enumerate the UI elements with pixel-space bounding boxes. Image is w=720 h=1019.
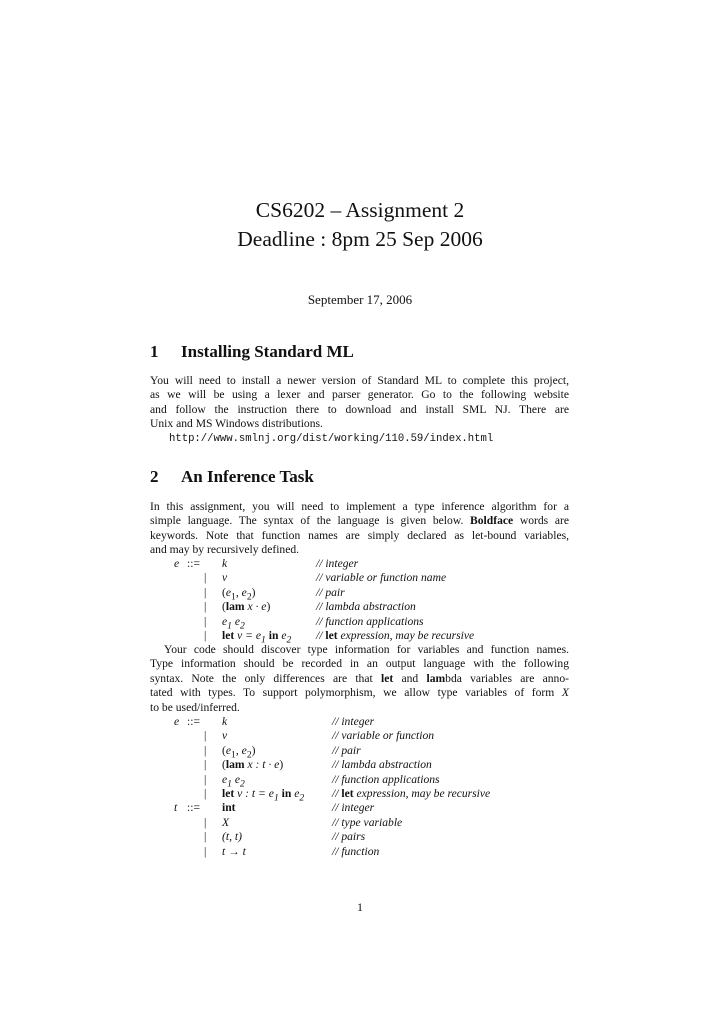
section-1-line: as we will be using a lexer and parser generator. Go to the following website xyxy=(150,388,569,402)
section-1-title: Installing Standard ML xyxy=(181,342,354,361)
document-page: CS6202 – Assignment 2 Deadline : 8pm 25 Sep 2006 September 17, 2006 1 Installing Standard ML You will need to install a newer version of Standard ML to complete this project, as we will be using a lexer and parser generator. Go to the following website and follow the instruction there to download and install SML NJ. There are Unix and MS Windows distributions. http://www.smlnj.org/dist/working/110.59/index.html 2 An Inference Task In this assignment, you will need to implement a type inference algorithm for a simple language. The syntax of the language is given below. Boldface words are keywords. Note that function names are simply declared as let-bound variables, and may by recursively defined. e ::= k // integer | v // variable or function name | ($e_1$, $e_2$) // pair | (lam x · e) // lambda abstraction | $e_1$ $e_2$ // function applications | let $v = e_1$ in $e_2$ // let expression, may be recursive Your code should discover type information for variables and function names. Type information should be recorded in an output language with the following syntax. Note the only differences are that let and lambda variables are anno- tated with types. To support polymorphism, we allow type variables of form X to be used/inferred. e ::= k // integer | v // variable or function | ($e_1$, $e_2$) // pair | (lam x : t · e) // lambda abstraction | $e_1$ $e_2$ // function applications | let v : $t = e_1$ in $e_2$ // let expression, may be recursive t ::= int // integer | X // type variable | (t, t) // pairs | t → t // function 1 xyxy=(0,0,720,1019)
middle-line-5: to be used/inferred. xyxy=(150,700,240,714)
middle-line-3: syntax. Note the only differences are that let and lambda variables are anno- xyxy=(150,671,570,685)
section-1-paragraph xyxy=(150,374,569,432)
intro-line-3: keywords. Note that function names are simply declared as let-bound variables, xyxy=(150,528,569,542)
section-1-line: You will need to install a newer version of Standard ML to complete this project, xyxy=(150,374,569,387)
page-number: 1 xyxy=(357,900,363,914)
intro-line-1: In this assignment, you will need to implement a type inference algorithm for a xyxy=(150,500,569,513)
section-2-number: 2 xyxy=(150,467,159,486)
document-title-line2: Deadline : 8pm 25 Sep 2006 xyxy=(237,227,483,251)
section-2-intro xyxy=(150,500,569,558)
document-title-line1: CS6202 – Assignment 2 xyxy=(255,198,465,222)
middle-line-1: Your code should discover type information for variables and function names. xyxy=(164,643,569,656)
section-1-line: and follow the instruction there to download and install SML NJ. There are xyxy=(150,402,569,416)
smlnj-url[interactable]: http://www.smlnj.org/dist/working/110.59/index.html xyxy=(169,433,494,445)
section-1-number: 1 xyxy=(150,342,159,361)
intro-line-2: simple language. The syntax of the language is given below. Boldface words are xyxy=(150,514,570,528)
middle-line-2: Type information should be recorded in an output language with the following xyxy=(150,657,569,671)
section-2-middle xyxy=(150,643,569,715)
section-2-title: An Inference Task xyxy=(181,467,314,486)
section-1-line: Unix and MS Windows distributions. xyxy=(150,417,323,431)
section-1-heading xyxy=(150,342,354,362)
document-date: September 17, 2006 xyxy=(307,292,413,307)
intro-line-4: and may by recursively defined. xyxy=(150,543,300,557)
middle-line-4: tated with types. To support polymorphism, we allow type variables of form X xyxy=(150,686,569,700)
boldface-word: Boldface xyxy=(470,514,514,528)
section-2-heading xyxy=(150,467,314,487)
